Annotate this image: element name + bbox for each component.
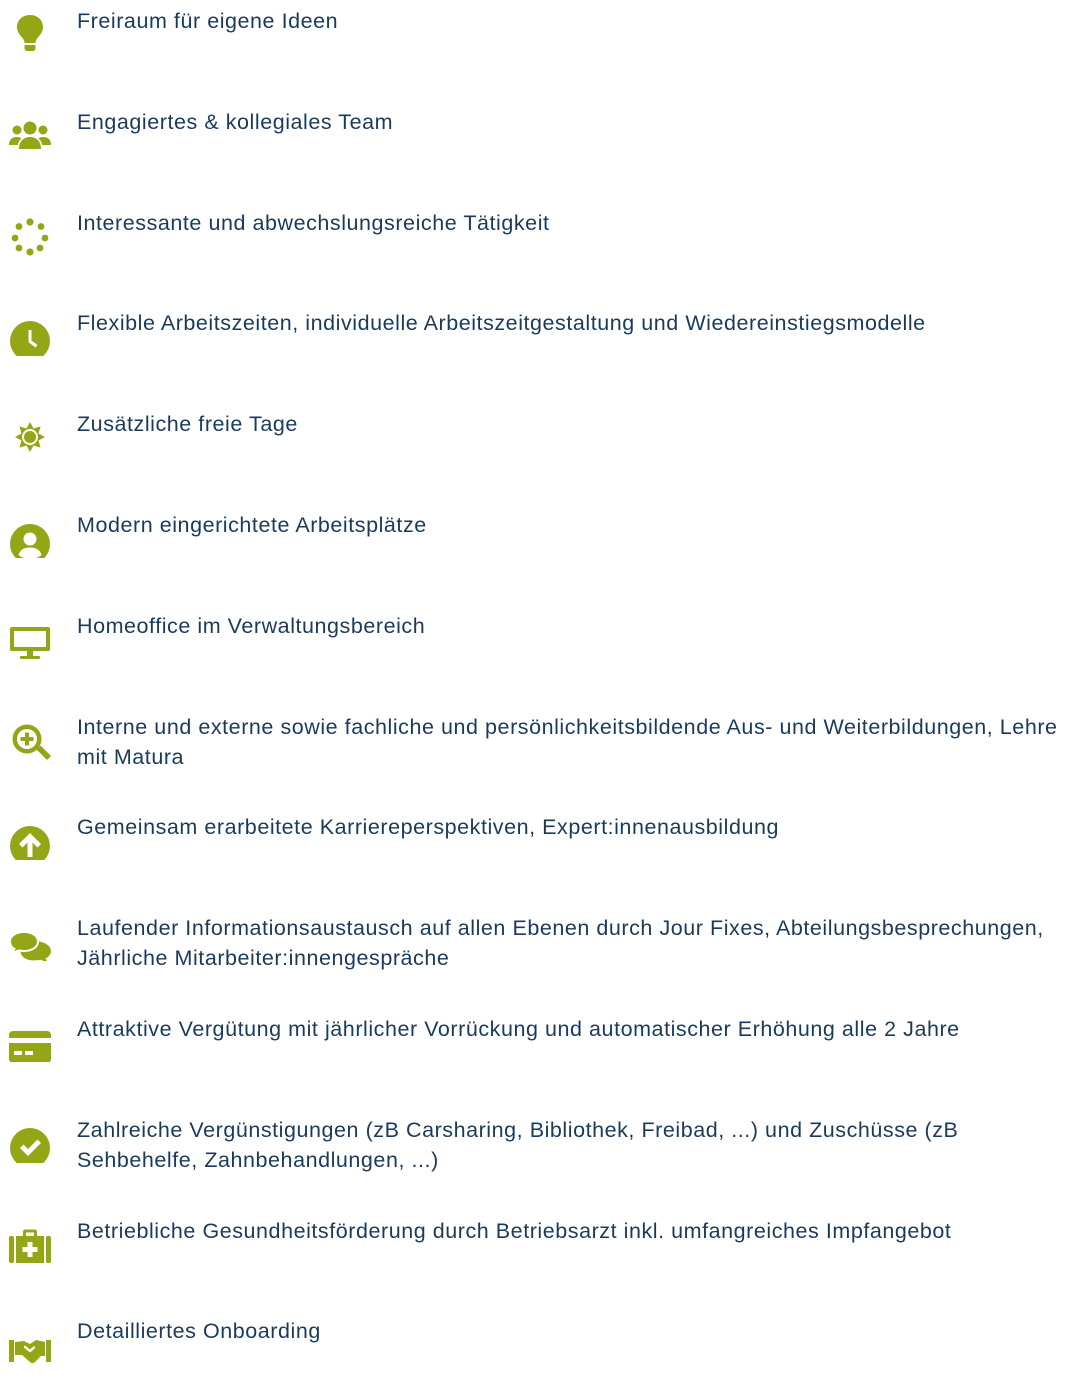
benefit-text: Laufender Informationsaustausch auf allen Ebenen durch Jour Fixes, Abteilungsbesprechungen, Jährliche Mitarbeiter:innengespräche: [77, 916, 1044, 970]
benefit-text: Attraktive Vergütung mit jährlicher Vorrückung und automatischer Erhöhung alle 2 Jahre: [77, 1017, 960, 1041]
benefit-item: [0, 1008, 1082, 1098]
search-plus-icon: [8, 716, 52, 760]
medkit-icon: [8, 1220, 52, 1264]
benefit-item: [0, 1109, 1082, 1199]
benefit-item: [0, 605, 1082, 695]
benefit-item: [0, 403, 1082, 493]
benefit-text: Flexible Arbeitszeiten, individuelle Arbeitszeitgestaltung und Wiedereinstiegsmodelle: [77, 311, 926, 335]
check-circle-icon: [8, 1119, 52, 1163]
benefit-item: [0, 907, 1082, 997]
benefit-text: Betriebliche Gesundheitsförderung durch Betriebsarzt inkl. umfangreiches Impfangebot: [77, 1219, 952, 1243]
benefit-text: Interessante und abwechslungsreiche Tätigkeit: [77, 211, 550, 235]
benefit-item: [0, 0, 1082, 90]
chat-bubbles-icon: [8, 917, 52, 961]
credit-card-icon: [8, 1018, 52, 1062]
desktop-icon: [8, 615, 52, 659]
benefit-item: [0, 1210, 1082, 1300]
benefit-item: [0, 706, 1082, 796]
clock-icon: [8, 312, 52, 356]
benefit-text: Interne und externe sowie fachliche und persönlichkeitsbildende Aus- und Weiterbildungen, Lehre mit Matura: [77, 715, 1058, 769]
benefit-text: Detailliertes Onboarding: [77, 1319, 321, 1343]
benefit-text: Zahlreiche Vergünstigungen (zB Carsharing, Bibliothek, Freibad, ...) und Zuschüsse (zB Sehbehelfe, Zahnbehandlungen, ...): [77, 1118, 959, 1172]
benefit-text: Homeoffice im Verwaltungsbereich: [77, 614, 426, 638]
benefit-text: Zusätzliche freie Tage: [77, 412, 298, 436]
lightbulb-icon: [8, 10, 52, 54]
benefit-item: [0, 302, 1082, 392]
benefit-item: [0, 101, 1082, 191]
benefit-text: Gemeinsam erarbeitete Karriereperspektiven, Expert:innenausbildung: [77, 815, 779, 839]
benefit-text: Freiraum für eigene Ideen: [77, 9, 339, 33]
benefit-item: [0, 1310, 1082, 1400]
team-icon: [8, 111, 52, 155]
spinner-icon: [8, 212, 52, 256]
handshake-icon: [8, 1320, 52, 1364]
arrow-up-circle-icon: [8, 816, 52, 860]
benefit-text: Engagiertes & kollegiales Team: [77, 110, 394, 134]
sun-icon: [8, 413, 52, 457]
user-circle-icon: [8, 514, 52, 558]
benefit-text: Modern eingerichtete Arbeitsplätze: [77, 513, 427, 537]
benefit-item: [0, 202, 1082, 292]
benefit-item: [0, 806, 1082, 896]
benefit-item: [0, 504, 1082, 594]
